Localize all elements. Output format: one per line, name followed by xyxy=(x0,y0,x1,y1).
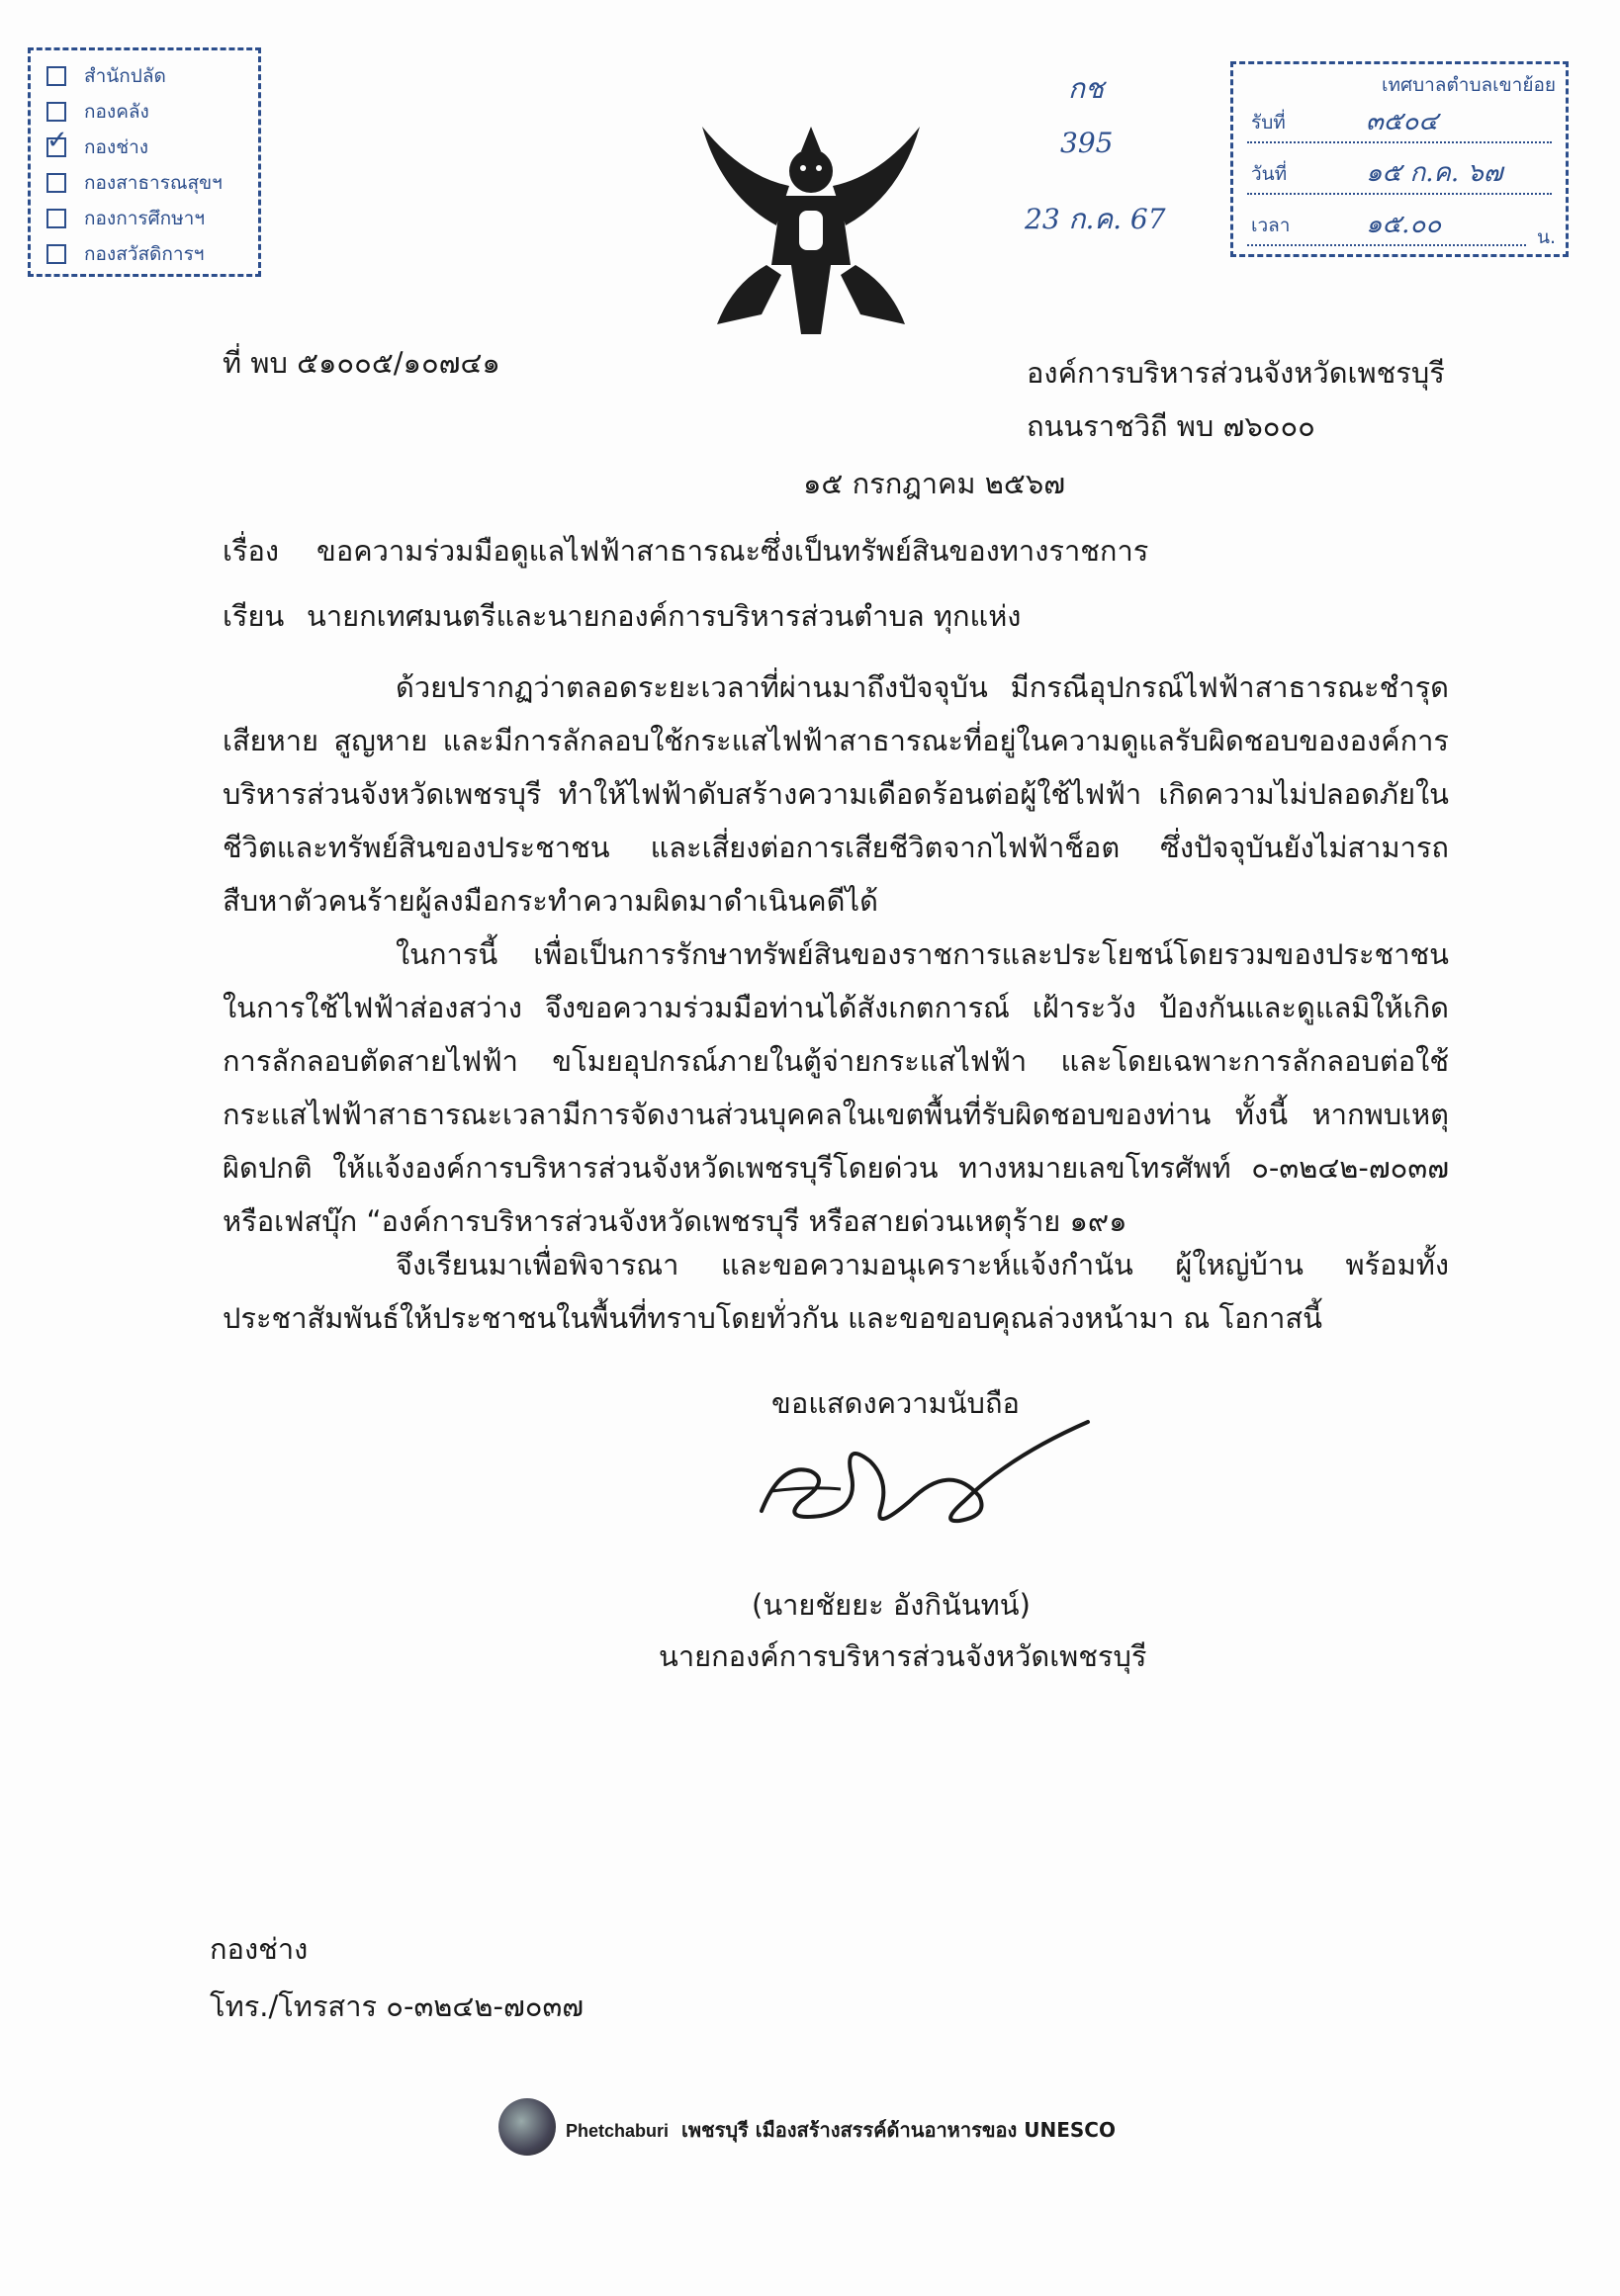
receipt-label: วันที่ xyxy=(1251,163,1288,185)
recipient-label: เรียน xyxy=(223,599,285,633)
garuda-emblem-icon xyxy=(682,117,940,344)
footer-slogan xyxy=(566,2114,1116,2146)
sender-address: ถนนราชวิถี พบ ๗๖๐๐๐ xyxy=(1027,409,1315,443)
body-paragraph-3 xyxy=(223,1238,1449,1345)
checkbox-icon xyxy=(46,173,66,193)
signer-name: (นายชัยยะ อังกินันทน์) xyxy=(752,1588,1031,1622)
handwritten-note: กช xyxy=(1068,72,1104,105)
subject-label: เรื่อง xyxy=(223,534,280,568)
distribution-item xyxy=(46,201,258,236)
receipt-number-line xyxy=(1247,104,1552,143)
handwritten-note: 23 ก.ค. 67 xyxy=(1025,203,1166,235)
document-date: ๑๕ กรกฎาคม ๒๕๖๗ xyxy=(803,467,1066,500)
sender-organization: องค์การบริหารส่วนจังหวัดเพชรบุรี xyxy=(1027,356,1445,390)
distribution-item xyxy=(46,165,258,201)
closing-salutation: ขอแสดงความนับถือ xyxy=(771,1386,1020,1420)
distribution-label: กองคลัง xyxy=(84,101,149,123)
recipient-text: นายกเทศมนตรีและนายกองค์การบริหารส่วนตำบล ทุกแห่ง xyxy=(307,599,1022,633)
paragraph-text: จึงเรียนมาเพื่อพิจารณา และขอความอนุเคราะห์แจ้งกำนัน ผู้ใหญ่บ้าน พร้อมทั้งประชาสัมพันธ์ให้ประชาชนในพื้นที่ทราบโดยทั่วกัน และขอขอบคุณล่วงหน้ามา ณ โอกาสนี้ xyxy=(223,1248,1449,1335)
receipt-number: ๓๕๐๔ xyxy=(1366,107,1438,136)
distribution-item xyxy=(46,58,258,94)
document-number: ที่ พบ ๕๑๐๐๕/๑๐๗๔๑ xyxy=(223,346,500,380)
receipt-time: ๑๕.๐๐ xyxy=(1366,210,1442,239)
handwritten-note: 395 xyxy=(1060,127,1114,159)
checkbox-icon xyxy=(46,209,66,228)
body-paragraph-2 xyxy=(223,927,1449,1248)
distribution-label: กองช่าง xyxy=(84,136,149,158)
checkbox-icon xyxy=(46,102,66,122)
receipt-date: ๑๕ ก.ค. ๖๗ xyxy=(1366,158,1503,188)
receipt-time-line xyxy=(1247,207,1526,246)
receipt-date-line xyxy=(1247,155,1552,195)
footer-brand: Phetchaburi xyxy=(566,2121,670,2141)
contact-department: กองช่าง xyxy=(210,1932,309,1966)
contact-phone: โทร./โทรสาร ๐-๓๒๔๒-๗๐๓๗ xyxy=(210,1989,585,2023)
receipt-label: เวลา xyxy=(1251,215,1291,236)
checked-checkbox-icon xyxy=(46,137,66,157)
footer-slogan-text: เพชรบุรี เมืองสร้างสรรค์ด้านอาหารของ UNESCO xyxy=(681,2118,1116,2142)
distribution-item xyxy=(46,130,258,165)
distribution-label: สำนักปลัด xyxy=(84,65,166,87)
receipt-org: เทศบาลตำบลเขาย้อย xyxy=(1382,74,1556,96)
distribution-label: กองสวัสดิการฯ xyxy=(84,243,205,265)
distribution-stamp xyxy=(28,47,261,277)
checkbox-icon xyxy=(46,66,66,86)
signer-title: นายกองค์การบริหารส่วนจังหวัดเพชรบุรี xyxy=(659,1639,1147,1673)
receipt-label: รับที่ xyxy=(1251,112,1286,133)
phetchaburi-logo-icon xyxy=(498,2098,556,2156)
paragraph-text: ในการนี้ เพื่อเป็นการรักษาทรัพย์สินของราชการและประโยชน์โดยรวมของประชาชนในการใช้ไฟฟ้าส่องสว่าง จึงขอความร่วมมือท่านได้สังเกตการณ์ เฝ้าระวัง ป้องกันและดูแลมิให้เกิดการลักลอบตัดสายไฟฟ้า ขโมยอุปกรณ์ภายในตู้จ่ายกระแสไฟฟ้า และโดยเฉพาะการลักลอบต่อใช้กระแสไฟฟ้าสาธารณะเวลามีการจัดงานส่วนบุคคลในเขตพื้นที่รับผิดชอบของท่าน ทั้งนี้ หากพบเหตุผิดปกติ ให้แจ้งองค์การบริหารส่วนจังหวัดเพชรบุรีโดยด่วน ทางหมายเลขโทรศัพท์ ๐-๓๒๔๒-๗๐๓๗ หรือเฟสบุ๊ก “องค์การบริหารส่วนจังหวัดเพชรบุรี หรือสายด่วนเหตุร้าย ๑๙๑ xyxy=(223,937,1449,1238)
distribution-item xyxy=(46,94,258,130)
checkbox-icon xyxy=(46,244,66,264)
paragraph-text: ด้วยปรากฏว่าตลอดระยะเวลาที่ผ่านมาถึงปัจจุบัน มีกรณีอุปกรณ์ไฟฟ้าสาธารณะชำรุดเสียหาย สูญหาย และมีการลักลอบใช้กระแสไฟฟ้าสาธารณะที่อยู่ในความดูแลรับผิดชอบขององค์การบริหารส่วนจังหวัดเพชรบุรี ทำให้ไฟฟ้าดับสร้างความเดือดร้อนต่อผู้ใช้ไฟฟ้า เกิดความไม่ปลอดภัยในชีวิตและทรัพย์สินของประชาชน และเสี่ยงต่อการเสียชีวิตจากไฟฟ้าช็อต ซึ่งปัจจุบันยังไม่สามารถสืบหาตัวคนร้ายผู้ลงมือกระทำความผิดมาดำเนินคดีได้ xyxy=(223,670,1449,918)
subject-text: ขอความร่วมมือดูแลไฟฟ้าสาธารณะซึ่งเป็นทรัพย์สินของทางราชการ xyxy=(316,534,1149,568)
distribution-label: กองการศึกษาฯ xyxy=(84,208,205,229)
receipt-time-unit: น. xyxy=(1536,226,1556,248)
distribution-label: กองสาธารณสุขฯ xyxy=(84,172,223,194)
receipt-stamp xyxy=(1230,61,1569,257)
distribution-item xyxy=(46,236,258,272)
signature-icon xyxy=(752,1402,1108,1550)
body-paragraph-1 xyxy=(223,661,1449,927)
